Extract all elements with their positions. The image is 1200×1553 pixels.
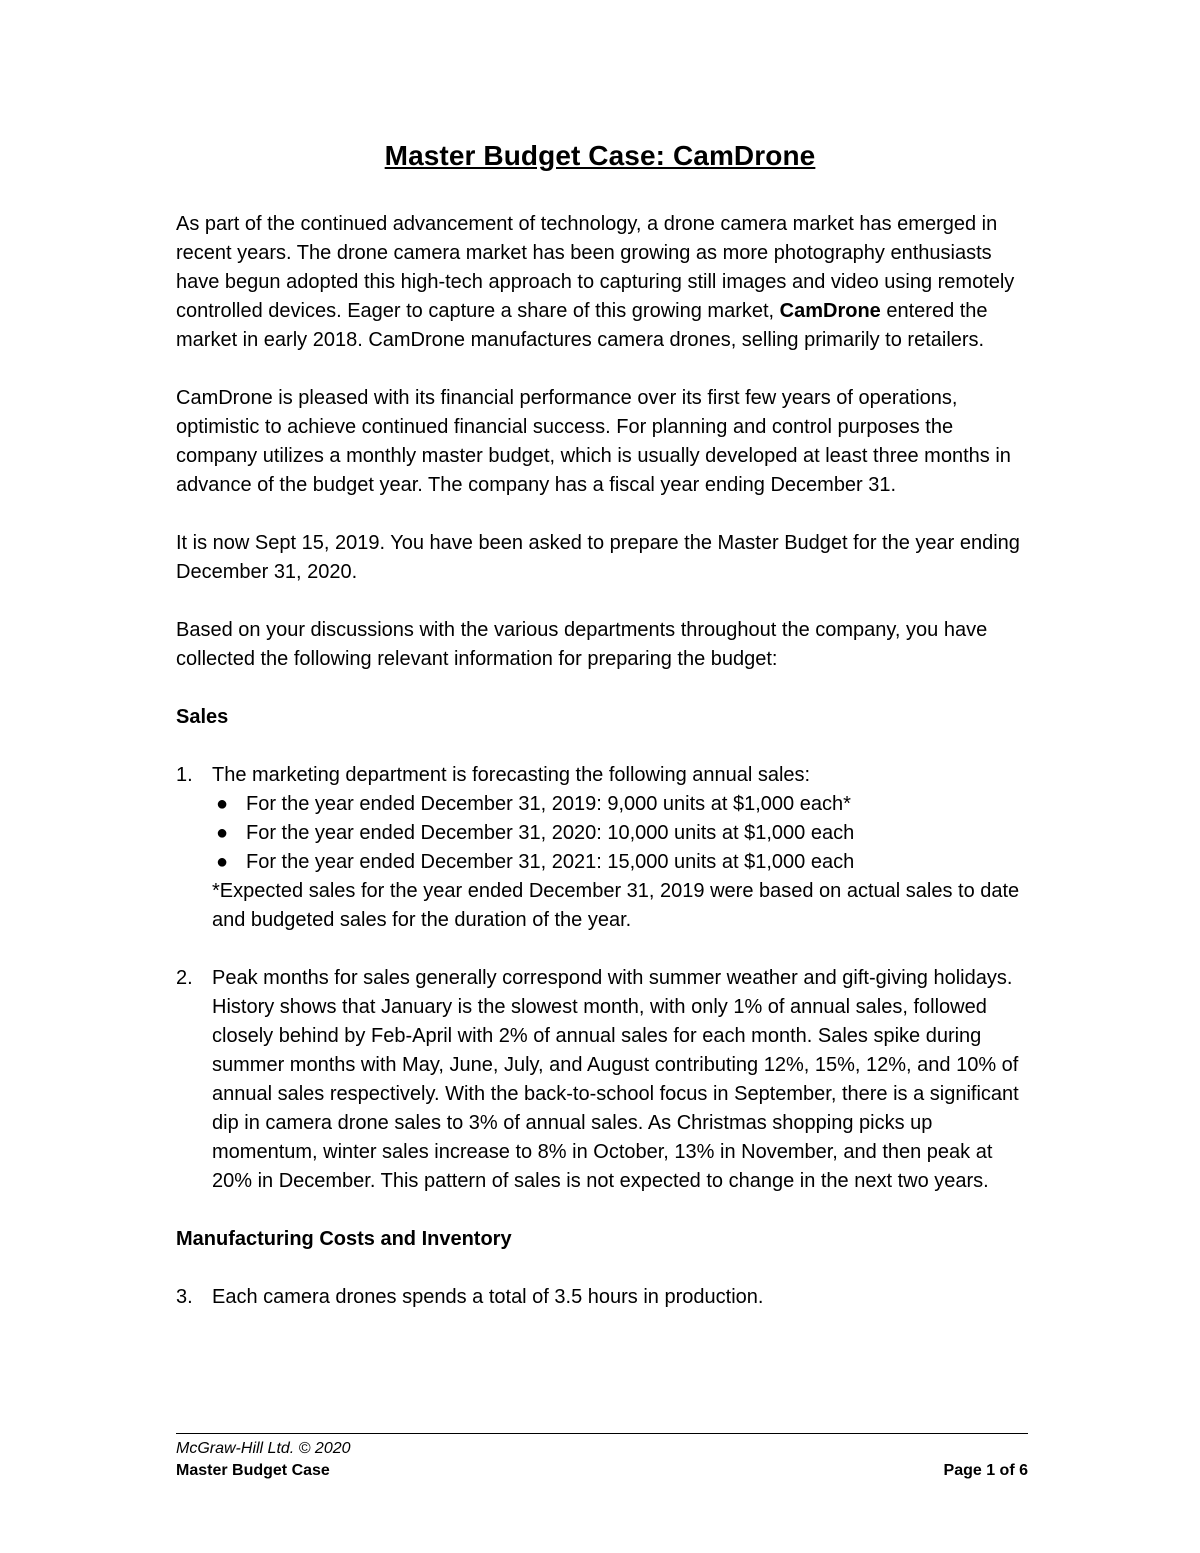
- intro-paragraph-2: CamDrone is pleased with its financial performance over its first few years of operations, optimistic to achieve continued financial success. For planning and control purposes the company utilizes a monthly master budget, which is usually developed at least three months in advance of the budget year. The company has a fiscal year ending December 31.: [176, 387, 1011, 496]
- list-number: 1.: [176, 764, 193, 786]
- bullet-icon: ●: [216, 793, 229, 815]
- document-body: [176, 210, 1028, 1341]
- bullet-list: [212, 790, 1028, 877]
- bullet-text: For the year ended December 31, 2019: 9,000 units at $1,000 each*: [246, 793, 851, 815]
- bullet-icon: ●: [216, 851, 229, 873]
- list-item-3: [176, 1283, 1028, 1312]
- footer-divider: [176, 1433, 1028, 1434]
- bullet-item: [212, 848, 1028, 877]
- footnote-text: *Expected sales for the year ended December 31, 2019 were based on actual sales to date and budgeted sales for the duration of the year.: [212, 880, 1020, 931]
- intro-paragraph-1: [176, 210, 1028, 355]
- manufacturing-heading: Manufacturing Costs and Inventory: [176, 1228, 512, 1250]
- list-item-text: Peak months for sales generally correspond with summer weather and gift-giving holidays. History shows that January is the slowest month, with only 1% of annual sales, followed closely behind by Feb-April with 2% of annual sales for each month. Sales spike during summer months with May, June, July, and August contributing 12%, 15%, 12%, and 10% of annual sales respectively. With the back-to-school focus in September, there is a significant dip in camera drone sales to 3% of annual sales. As Christmas shopping picks up momentum, winter sales increase to 8% in October, 13% in November, and then peak at 20% in December. This pattern of sales is not expected to change in the next two years.: [212, 967, 1019, 1192]
- bullet-text: For the year ended December 31, 2020: 10,000 units at $1,000 each: [246, 822, 855, 844]
- footer-document-name: Master Budget Case: [176, 1462, 330, 1479]
- list-number: 3.: [176, 1286, 193, 1308]
- footer-copyright: McGraw-Hill Ltd. © 2020: [176, 1440, 351, 1457]
- sales-heading: Sales: [176, 706, 229, 728]
- bullet-text: For the year ended December 31, 2021: 15,000 units at $1,000 each: [246, 851, 855, 873]
- company-name: CamDrone: [779, 300, 881, 322]
- list-item-1: [176, 761, 1028, 935]
- footer-page-number: Page 1 of 6: [943, 1462, 1028, 1479]
- bullet-icon: ●: [216, 822, 229, 844]
- list-item-text: Each camera drones spends a total of 3.5 hours in production.: [212, 1286, 764, 1308]
- intro-paragraph-3: It is now Sept 15, 2019. You have been asked to prepare the Master Budget for the year ending December 31, 2020.: [176, 532, 1020, 583]
- list-item-text: The marketing department is forecasting the following annual sales:: [212, 764, 811, 786]
- page-title: Master Budget Case: CamDrone: [384, 140, 816, 171]
- intro-p1-after: entered the market in early 2018. CamDrone manufactures camera drones, selling primarily to retailers.: [176, 300, 988, 351]
- intro-paragraph-4: Based on your discussions with the various departments throughout the company, you have collected the following relevant information for preparing the budget:: [176, 619, 988, 670]
- list-item-2: [176, 964, 1028, 1196]
- bullet-item: [212, 790, 1028, 819]
- bullet-item: [212, 819, 1028, 848]
- intro-p1-before: As part of the continued advancement of technology, a drone camera market has emerged in recent years. The drone camera market has been growing as more photography enthusiasts have begun adopted this high-tech approach to capturing still images and video using remotely controlled devices. Eager to capture a share of this growing market,: [176, 213, 1015, 322]
- list-number: 2.: [176, 967, 193, 989]
